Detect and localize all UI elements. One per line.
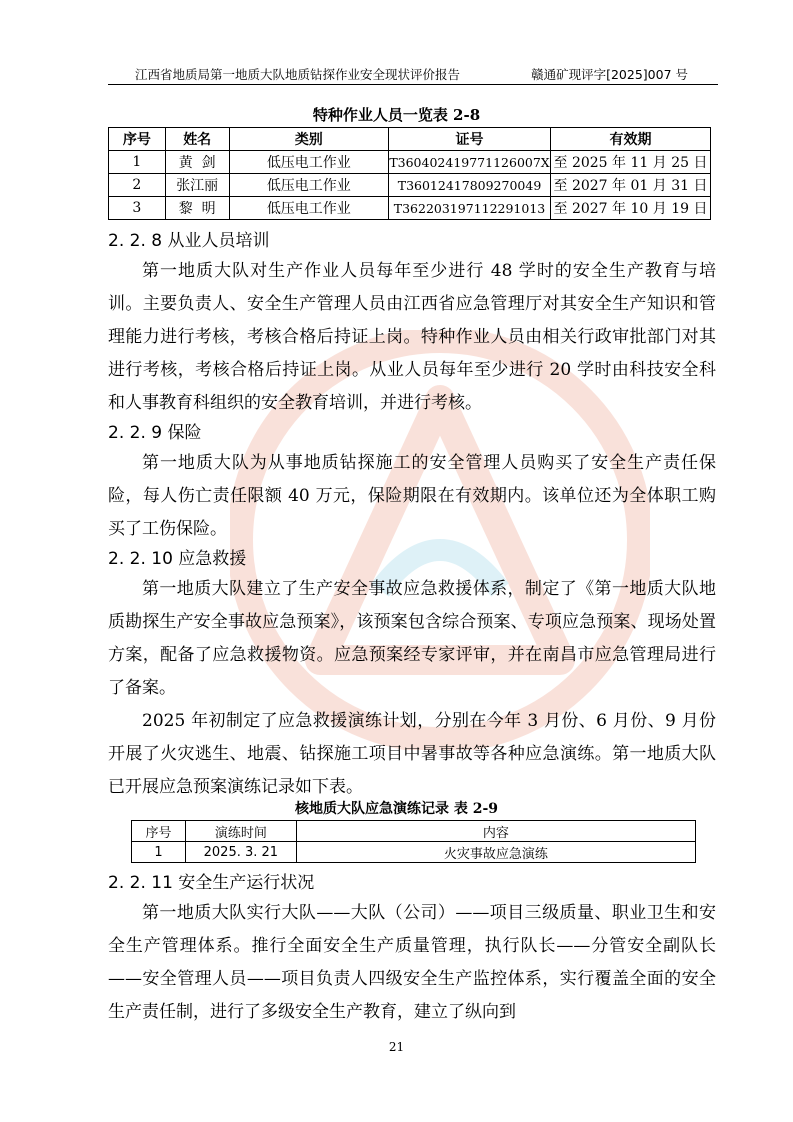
paragraph: 2025 年初制定了应急救援演练计划，分别在今年 3 月份、6 月份、9 月份开展了火灾逃生、地震、钻探施工项目中暑事故等各种应急演练。第一地质大队已开展应急预案演练记录如下表。 xyxy=(108,711,716,797)
table-row xyxy=(132,842,696,863)
cell-content: 火灾事故应急演练 xyxy=(296,842,695,863)
section-heading-228: 2. 2. 8 从业人员培训 xyxy=(108,231,270,251)
table-row xyxy=(109,151,711,174)
cell-name: 张江丽 xyxy=(165,174,229,197)
cell-name: 黎 明 xyxy=(165,197,229,220)
cell-validity: 至 2025 年 11 月 25 日 xyxy=(551,151,711,174)
section-heading-2210: 2. 2. 10 应急救援 xyxy=(108,549,247,569)
table-row xyxy=(109,174,711,197)
table2-title: 核地质大队应急演练记录 表 2-9 xyxy=(294,801,499,817)
col-header: 证号 xyxy=(389,128,551,151)
col-header: 类别 xyxy=(229,128,388,151)
table-row xyxy=(109,197,711,220)
cell-category: 低压电工作业 xyxy=(229,174,388,197)
section-heading-2211: 2. 2. 11 安全生产运行状况 xyxy=(108,873,315,893)
section-heading-229: 2. 2. 9 保险 xyxy=(108,423,202,443)
page-header xyxy=(108,66,718,85)
col-header: 姓名 xyxy=(165,128,229,151)
paragraph: 第一地质大队为从事地质钻探施工的安全管理人员购买了安全生产责任保险，每人伤亡责任限额 40 万元，保险期限在有效期内。该单位还为全体职工购买了工伤保险。 xyxy=(108,453,716,539)
paragraph: 第一地质大队实行大队——大队（公司）——项目三级质量、职业卫生和安全生产管理体系。推行全面安全生产质量管理，执行队长——分管安全副队长——安全管理人员——项目负责人四级安全生产监控体系，实行覆盖全面的安全生产责任制，进行了多级安全生产教育，建立了纵向到 xyxy=(108,903,716,1022)
cell-index: 3 xyxy=(109,197,166,220)
cell-cert-number: T36012417809270049 xyxy=(389,174,551,197)
cell-index: 1 xyxy=(132,842,186,863)
cell-validity: 至 2027 年 10 月 19 日 xyxy=(551,197,711,220)
page-number: 21 xyxy=(388,1040,405,1054)
drill-records-table xyxy=(131,820,696,863)
section-body-228 xyxy=(108,255,716,420)
table-header-row xyxy=(132,821,696,842)
col-header: 序号 xyxy=(109,128,166,151)
table-header-row xyxy=(109,128,711,151)
cell-index: 2 xyxy=(109,174,166,197)
section-body-2211 xyxy=(108,897,716,1029)
cell-date: 2025. 3. 21 xyxy=(185,842,296,863)
cell-category: 低压电工作业 xyxy=(229,151,388,174)
col-header: 演练时间 xyxy=(185,821,296,842)
cell-index: 1 xyxy=(109,151,166,174)
paragraph: 第一地质大队对生产作业人员每年至少进行 48 学时的安全生产教育与培训。主要负责人、安全生产管理人员由江西省应急管理厅对其安全生产知识和管理能力进行考核，考核合格后持证上岗。特种作业人员由相关行政审批部门对其进行考核，考核合格后持证上岗。从业人员每年至少进行 20 学时由科技安全科和人事教育科组织的安全教育培训，并进行考核。 xyxy=(108,261,716,413)
cell-category: 低压电工作业 xyxy=(229,197,388,220)
table1-title: 特种作业人员一览表 2-8 xyxy=(312,106,481,124)
paragraph: 第一地质大队建立了生产安全事故应急救援体系，制定了《第一地质大队地质勘探生产安全事故应急预案》，该预案包含综合预案、专项应急预案、现场处置方案，配备了应急救援物资。应急预案经专家评审，并在南昌市应急管理局进行了备案。 xyxy=(108,579,716,698)
section-body-2210 xyxy=(108,573,716,804)
header-doc-number: 赣通矿现评字[2025]007 号 xyxy=(531,67,688,82)
section-body-229 xyxy=(108,447,716,546)
special-workers-table xyxy=(108,127,711,220)
cell-validity: 至 2027 年 01 月 31 日 xyxy=(551,174,711,197)
header-title: 江西省地质局第一地质大队地质钻探作业安全现状评价报告 xyxy=(135,67,461,82)
cell-cert-number: T362203197112291013 xyxy=(389,197,551,220)
col-header: 内容 xyxy=(296,821,695,842)
col-header: 序号 xyxy=(132,821,186,842)
col-header: 有效期 xyxy=(551,128,711,151)
cell-cert-number: T360402419771126007X xyxy=(389,151,551,174)
cell-name: 黄 剑 xyxy=(165,151,229,174)
